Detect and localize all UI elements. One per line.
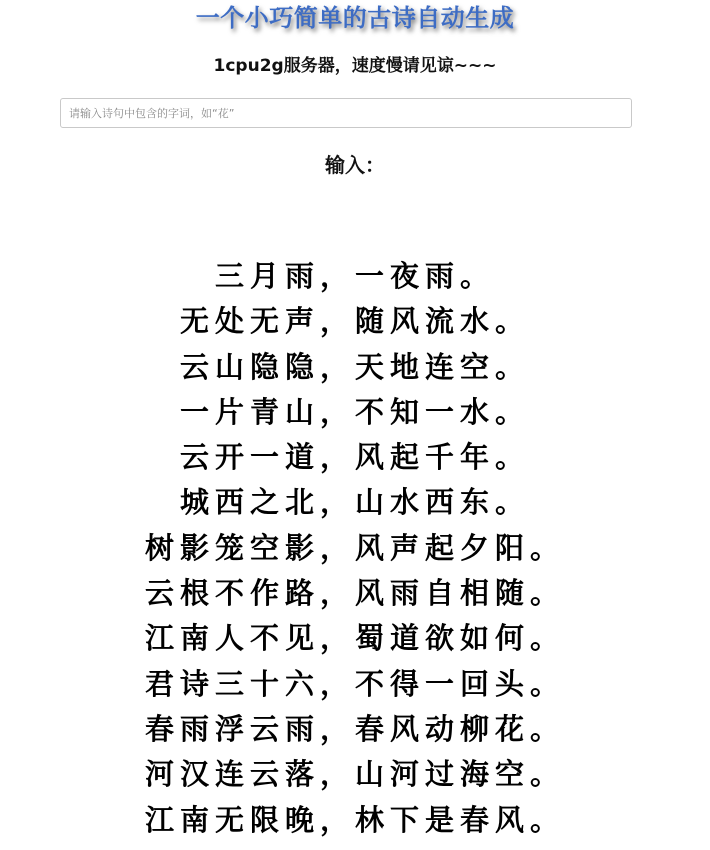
poem-line: 云山隐隐，天地连空。 bbox=[179, 349, 530, 384]
poem-line: 一片青山，不知一水。 bbox=[179, 394, 530, 429]
generated-poem bbox=[0, 254, 710, 843]
keyword-input[interactable] bbox=[60, 98, 632, 128]
poem-line: 城西之北，山水西东。 bbox=[179, 485, 530, 520]
poem-line: 云根不作路，风雨自相随。 bbox=[144, 576, 565, 611]
poem-line: 云开一道，风起千年。 bbox=[179, 440, 530, 475]
page-subtitle: 1cpu2g服务器，速度慢请见谅~~~ bbox=[213, 56, 497, 76]
poem-line: 江南无限晚，林下是春风。 bbox=[144, 802, 565, 837]
poem-line: 三月雨，一夜雨。 bbox=[214, 259, 495, 293]
poem-line: 君诗三十六，不得一回头。 bbox=[144, 666, 565, 701]
poem-line: 春雨浮云雨，春风动柳花。 bbox=[144, 711, 565, 746]
page-title: 一个小巧简单的古诗自动生成 bbox=[195, 4, 515, 32]
poem-line: 无处无声，随风流水。 bbox=[179, 304, 530, 339]
poem-line: 河汉连云落，山河过海空。 bbox=[144, 757, 565, 792]
input-label: 输入： bbox=[325, 153, 385, 177]
poem-line: 江南人不见，蜀道欲如何。 bbox=[144, 621, 565, 656]
poem-line: 树影笼空影，风声起夕阳。 bbox=[144, 530, 565, 565]
